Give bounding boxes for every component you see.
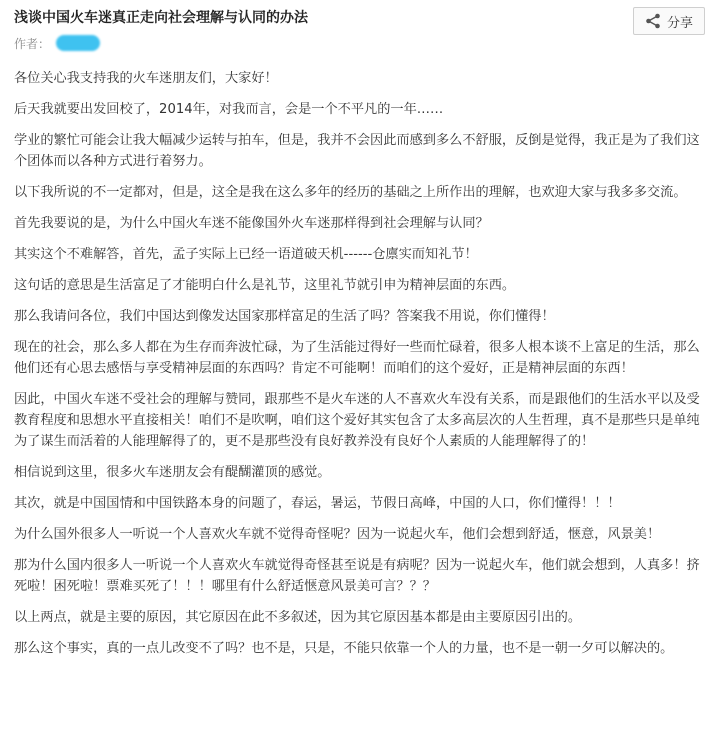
article-header xyxy=(0,0,720,60)
paragraph-9: 现在的社会，那么多人都在为生存而奔波忙碌，为了生活能过得好一些而忙碌着，很多人根本谈不上富足的生活，那么他们还有心思去感悟与享受精神层面的东西吗？肯定不可能啊！而咱们的这个爱好，正是精神层面的东西！ xyxy=(14,340,700,376)
paragraph-16: 那么这个事实，真的一点儿改变不了吗？也不是，只是，不能只依靠一个人的力量，也不是一朝一夕可以解决的。 xyxy=(14,641,674,656)
paragraph-2: 后天我就要出发回校了，2014年，对我而言，会是一个不平凡的一年…… xyxy=(14,102,444,117)
paragraph-5: 首先我要说的是，为什么中国火车迷不能像国外火车迷那样得到社会理解与认同？ xyxy=(14,216,489,231)
paragraph-6: 其实这个不难解答，首先，孟子实际上已经一语道破天机------仓廪实而知礼节！ xyxy=(14,247,478,262)
paragraph-8: 那么我请问各位，我们中国达到像发达国家那样富足的生活了吗？答案我不用说，你们懂得！ xyxy=(14,309,555,324)
paragraph-1: 各位关心我支持我的火车迷朋友们，大家好！ xyxy=(14,71,278,86)
paragraph-15: 以上两点，就是主要的原因，其它原因在此不多叙述，因为其它原因基本都是由主要原因引出的。 xyxy=(14,610,582,625)
share-icon xyxy=(645,13,661,29)
author-label: 作者： xyxy=(14,36,51,51)
paragraph-4: 以下我所说的不一定都对，但是，这全是我在这么多年的经历的基础之上所作出的理解，也欢迎大家与我多多交流。 xyxy=(14,185,687,200)
paragraph-14: 那为什么国内很多人一听说一个人喜欢火车就觉得奇怪甚至说是有病呢？因为一说起火车，他们就会想到，人真多！挤死啦！困死啦！票难买死了！！！哪里有什么舒适惬意风景美可言？？？ xyxy=(14,558,700,594)
article-title: 浅谈中国火车迷真正走向社会理解与认同的办法 xyxy=(14,10,308,26)
paragraph-7: 这句话的意思是生活富足了才能明白什么是礼节，这里礼节就引申为精神层面的东西。 xyxy=(14,278,516,293)
paragraph-11: 相信说到这里，很多火车迷朋友会有醍醐灌顶的感觉。 xyxy=(14,465,331,480)
paragraph-10: 因此，中国火车迷不受社会的理解与赞同，跟那些不是火车迷的人不喜欢火车没有关系，而是跟他们的生活水平以及受教育程度和思想水平直接相关！咱们不是吹啊，咱们这个爱好其实包含了太多高层次的人生哲理，真不是那些只是单纯为了谋生而活着的人能理解得了的，更不是那些没有良好教养没有良好个人素质的人能理解得了的！ xyxy=(14,392,700,449)
share-label: 分享 xyxy=(666,15,693,31)
paragraph-12: 其次，就是中国国情和中国铁路本身的问题了，春运，暑运，节假日高峰，中国的人口，你们懂得！！！ xyxy=(14,496,621,511)
share-button[interactable] xyxy=(633,7,705,35)
paragraph-13: 为什么国外很多人一听说一个人喜欢火车就不觉得奇怪呢？因为一说起火车，他们会想到舒适，惬意，风景美！ xyxy=(14,527,661,542)
article-body xyxy=(14,68,706,669)
author-name-redacted[interactable] xyxy=(56,35,100,51)
author-row xyxy=(14,34,100,52)
paragraph-3: 学业的繁忙可能会让我大幅减少运转与拍车，但是，我并不会因此而感到多么不舒服，反倒是觉得，我正是为了我们这个团体而以各种方式进行着努力。 xyxy=(14,133,700,169)
